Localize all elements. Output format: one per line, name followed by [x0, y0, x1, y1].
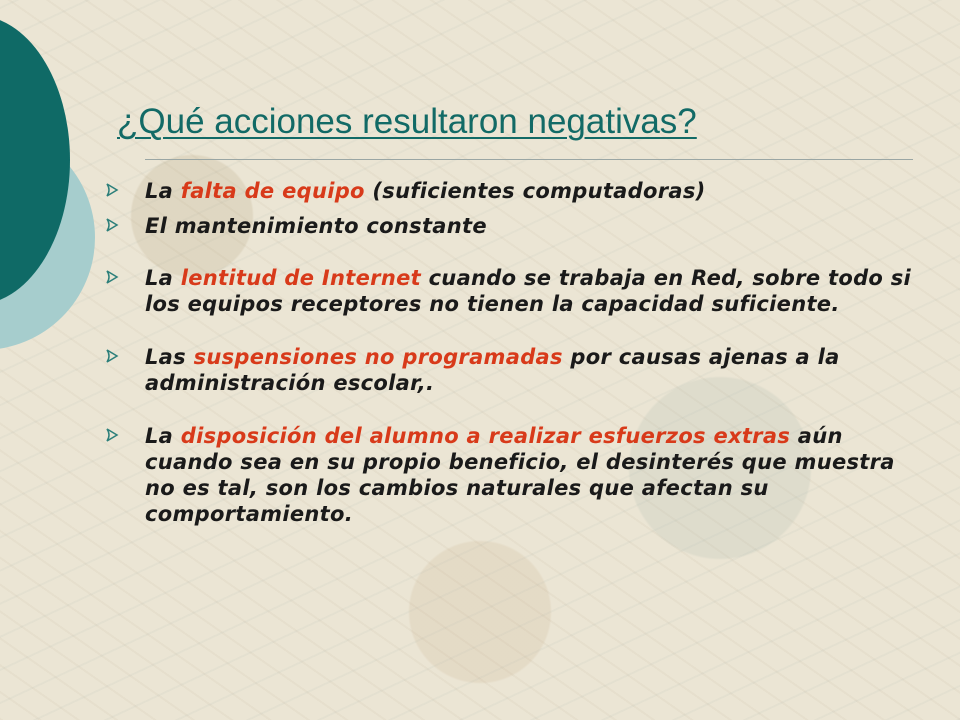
item-text-pre: La: [145, 424, 181, 448]
item-highlight: disposición del alumno a realizar esfuerzos extras: [180, 424, 791, 448]
slide-title: ¿Qué acciones resultaron negativas?: [117, 102, 697, 141]
item-text-post: aún cuando sea en su propio beneficio, el desinterés que muestra no es tal, son los cambios naturales que afectan su comportamiento.: [145, 424, 895, 526]
item-text-pre: La: [145, 179, 181, 203]
list-item: [105, 178, 925, 204]
bullet-icon: [105, 348, 119, 364]
item-text-post: por causas ajenas a la administración escolar,.: [145, 345, 840, 395]
bullet-list: [105, 178, 925, 527]
item-text: El mantenimiento constante: [145, 214, 487, 238]
list-item: [105, 265, 925, 317]
list-item: [105, 423, 925, 527]
list-item: [105, 213, 925, 239]
item-highlight: suspensiones no programadas: [193, 345, 563, 369]
item-text-pre: La: [145, 266, 181, 290]
item-text-post: (suficientes computadoras): [364, 179, 706, 203]
list-item: [105, 344, 925, 396]
item-text-pre: Las: [145, 345, 194, 369]
bullet-icon: [105, 269, 119, 285]
bullet-icon: [105, 427, 119, 443]
item-text-post: cuando se trabaja en Red, sobre todo si los equipos receptores no tienen la capacidad suficiente.: [145, 266, 912, 316]
bullet-icon: [105, 182, 119, 198]
item-highlight: lentitud de Internet: [180, 266, 421, 290]
title-divider: [145, 159, 913, 160]
item-highlight: falta de equipo: [180, 179, 365, 203]
bullet-icon: [105, 217, 119, 233]
